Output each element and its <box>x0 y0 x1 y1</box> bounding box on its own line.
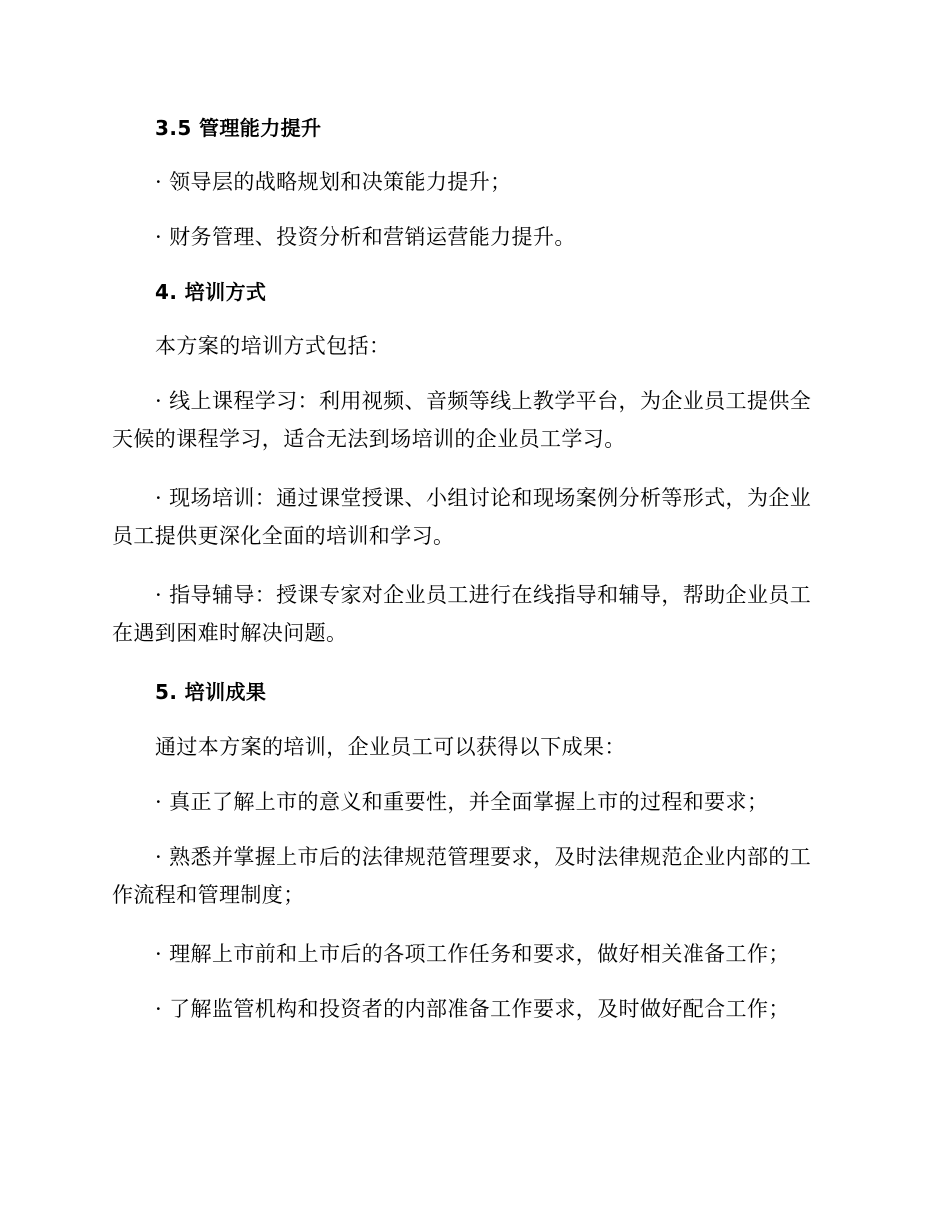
section-3-5-heading: 3.5 管理能力提升 <box>155 116 322 140</box>
section-5-heading: 5. 培训成果 <box>155 680 267 704</box>
section-4-heading: 4. 培训方式 <box>155 280 267 304</box>
section-5-intro: 通过本方案的培训，企业员工可以获得以下成果： <box>155 735 626 759</box>
section-4-item-online-courses: · 线上课程学习：利用视频、音频等线上教学平台，为企业员工提供全天候的课程学习，适合无法到场培训的企业员工学习。 <box>112 389 812 451</box>
section-5-item-1: · 真正了解上市的意义和重要性，并全面掌握上市的过程和要求； <box>155 790 769 814</box>
section-3-5-item-1: · 领导层的战略规划和决策能力提升； <box>155 170 512 194</box>
section-5-item-2: · 熟悉并掌握上市后的法律规范管理要求，及时法律规范企业内部的工作流程和管理制度； <box>112 845 812 907</box>
section-3-5-item-2: · 财务管理、投资分析和营销运营能力提升。 <box>155 225 576 249</box>
section-4-item-onsite-training: · 现场培训：通过课堂授课、小组讨论和现场案例分析等形式，为企业员工提供更深化全面的培训和学习。 <box>112 486 812 548</box>
section-4-item-guidance: · 指导辅导：授课专家对企业员工进行在线指导和辅导，帮助企业员工在遇到困难时解决问题。 <box>112 583 812 645</box>
section-5-item-3: · 理解上市前和上市后的各项工作任务和要求，做好相关准备工作； <box>155 942 790 966</box>
section-4-intro: 本方案的培训方式包括： <box>155 334 391 358</box>
section-5-item-4: · 了解监管机构和投资者的内部准备工作要求，及时做好配合工作； <box>155 997 790 1021</box>
